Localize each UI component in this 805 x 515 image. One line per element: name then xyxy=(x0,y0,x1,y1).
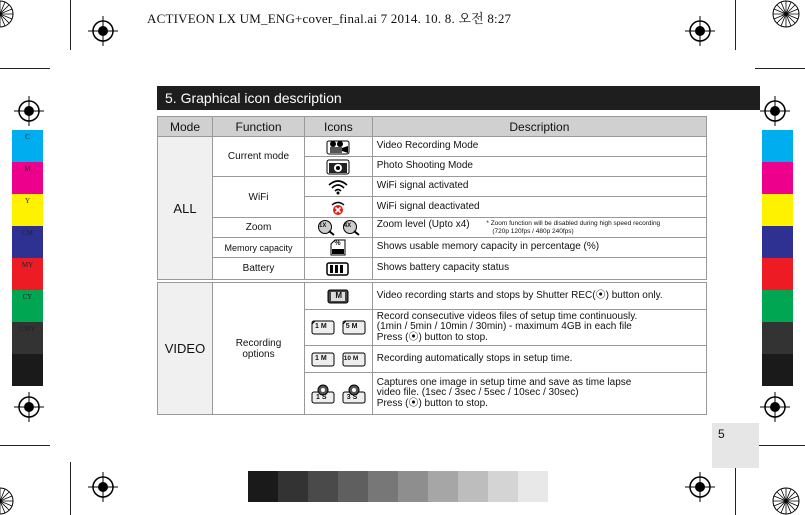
manual-record-label: M xyxy=(335,290,343,300)
gray-swatch xyxy=(518,471,548,502)
gray-swatch xyxy=(398,471,428,502)
desc-rec-loop-line2: (1min / 5min / 10min / 30min) - maximum 4GB in each file xyxy=(376,321,632,333)
function-wifi: WiFi xyxy=(213,177,305,218)
zoom-note-line1: * Zoom function will be disabled during high speed recording xyxy=(486,220,661,228)
crop-mark xyxy=(755,445,805,446)
table-row xyxy=(158,137,707,157)
loop-5m-label: 5 M xyxy=(345,323,358,330)
col-header-mode: Mode xyxy=(158,117,213,137)
table-header-row xyxy=(158,117,707,137)
desc-memory: Shows usable memory capacity in percentage (%) xyxy=(372,238,706,258)
swatch-cm xyxy=(762,226,793,258)
starburst-mark-icon xyxy=(0,0,14,28)
swatch-cmy: CMY xyxy=(12,322,43,354)
function-recording-options: Recording options xyxy=(213,283,305,415)
swatch-k xyxy=(762,354,793,386)
loop-1m-label: 1 M xyxy=(315,323,327,330)
zoom-note xyxy=(486,220,660,234)
gray-swatch xyxy=(458,471,488,502)
desc-wifi-off: WiFi signal deactivated xyxy=(372,197,706,218)
grayscale-bar xyxy=(248,471,548,502)
registration-mark-icon xyxy=(14,392,44,422)
auto-stop-1m-icon xyxy=(311,352,335,367)
battery-icon xyxy=(326,262,350,276)
table-row xyxy=(158,218,707,238)
wifi-off-icon xyxy=(327,199,349,215)
right-color-bar xyxy=(762,130,793,386)
section-title: 5. Graphical icon description xyxy=(157,86,760,110)
auto-stop-10m-label: 10 M xyxy=(343,354,359,362)
gray-swatch xyxy=(248,471,278,502)
zoom-1x-icon xyxy=(317,220,335,236)
crop-mark xyxy=(70,0,71,50)
starburst-mark-icon xyxy=(772,0,800,28)
desc-battery: Shows battery capacity status xyxy=(372,258,706,280)
gray-swatch xyxy=(308,471,338,502)
zoom-note-line2: (720p 120fps / 480p 240fps) xyxy=(492,227,574,235)
swatch-y xyxy=(762,194,793,226)
registration-mark-icon xyxy=(760,96,790,126)
gray-swatch xyxy=(338,471,368,502)
function-memory: Memory capacity xyxy=(213,238,305,258)
auto-stop-1m-label: 1 M xyxy=(315,354,327,362)
col-header-description: Description xyxy=(372,117,706,137)
swatch-c xyxy=(762,130,793,162)
col-header-function: Function xyxy=(213,117,305,137)
gray-swatch xyxy=(488,471,518,502)
timelapse-1s-label: 1 S xyxy=(316,393,327,401)
desc-video-mode: Video Recording Mode xyxy=(372,137,706,157)
desc-photo-mode: Photo Shooting Mode xyxy=(372,157,706,177)
desc-rec-loop xyxy=(372,310,706,346)
manual-record-icon xyxy=(327,289,349,304)
table-row xyxy=(158,283,707,310)
desc-timelapse-line1: Captures one image in setup time and save as time lapse xyxy=(376,376,632,388)
starburst-mark-icon xyxy=(772,487,800,515)
swatch-my xyxy=(762,258,793,290)
swatch-m xyxy=(762,162,793,194)
desc-zoom-level: Zoom level (Upto x4) xyxy=(376,219,470,231)
zoom-4x-icon xyxy=(342,220,360,236)
swatch-cy: CY xyxy=(12,290,43,322)
registration-mark-icon xyxy=(760,392,790,422)
registration-mark-icon xyxy=(685,472,715,502)
desc-timelapse-line2: video file. (1sec / 3sec / 5sec / 10sec / 30sec) xyxy=(376,387,579,399)
desc-timelapse xyxy=(372,373,706,415)
swatch-cy xyxy=(762,290,793,322)
print-slug: ACTIVEON LX UM_ENG+cover_final.ai 7 2014. 10. 8. 오전 8:27 xyxy=(147,11,512,26)
registration-mark-icon xyxy=(88,16,118,46)
swatch-y: Y xyxy=(12,194,43,226)
table-row xyxy=(158,258,707,280)
loop-1m-icon xyxy=(311,320,335,335)
desc-rec-auto-stop: Recording automatically stops in setup time. xyxy=(372,346,706,373)
function-zoom: Zoom xyxy=(213,218,305,238)
timelapse-3s-label: 3 S xyxy=(346,393,358,401)
page-number: 5 xyxy=(718,427,725,441)
left-color-bar xyxy=(12,130,43,386)
function-current-mode: Current mode xyxy=(213,137,305,177)
auto-stop-10m-icon xyxy=(342,352,366,367)
desc-wifi-on: WiFi signal activated xyxy=(372,177,706,197)
swatch-cm: CM xyxy=(12,226,43,258)
swatch-m: M xyxy=(12,162,43,194)
crop-mark xyxy=(70,462,71,515)
timelapse-3s-icon xyxy=(342,384,366,404)
crop-mark xyxy=(735,0,736,50)
table-row xyxy=(158,177,707,197)
desc-rec-manual: Video recording starts and stops by Shutter REC(⦿) button only. xyxy=(372,283,706,310)
crop-mark xyxy=(0,68,50,69)
gray-swatch xyxy=(278,471,308,502)
zoom-1x-label: 1X xyxy=(319,222,327,229)
video-camera-icon xyxy=(326,139,350,155)
timelapse-1s-icon xyxy=(311,384,335,404)
swatch-c: C xyxy=(12,130,43,162)
zoom-4x-label: 4X xyxy=(343,222,352,229)
loop-5m-icon xyxy=(342,320,366,335)
swatch-k xyxy=(12,354,43,386)
swatch-my: MY xyxy=(12,258,43,290)
gray-swatch xyxy=(368,471,398,502)
function-battery: Battery xyxy=(213,258,305,280)
desc-rec-loop-line1: Record consecutive videos files of setup time continuously. xyxy=(376,310,638,322)
desc-timelapse-line3: Press (⦿) button to stop. xyxy=(376,397,488,409)
page-number-box xyxy=(712,423,759,468)
registration-mark-icon xyxy=(88,472,118,502)
registration-mark-icon xyxy=(14,96,44,126)
crop-mark xyxy=(0,445,50,446)
icon-description-table xyxy=(157,116,707,415)
gray-swatch xyxy=(428,471,458,502)
table-row xyxy=(158,238,707,258)
wifi-on-icon xyxy=(327,179,349,195)
crop-mark xyxy=(755,68,805,69)
category-video: VIDEO xyxy=(158,283,213,415)
photo-camera-icon xyxy=(326,159,350,175)
swatch-cmy xyxy=(762,322,793,354)
crop-mark xyxy=(735,462,736,515)
starburst-mark-icon xyxy=(0,487,14,515)
memory-card-icon xyxy=(329,239,347,256)
registration-mark-icon xyxy=(685,16,715,46)
category-all: ALL xyxy=(158,137,213,280)
col-header-icons: Icons xyxy=(305,117,373,137)
desc-rec-loop-line3: Press (⦿) button to stop. xyxy=(376,331,488,343)
memory-percent-label: % xyxy=(334,240,341,247)
